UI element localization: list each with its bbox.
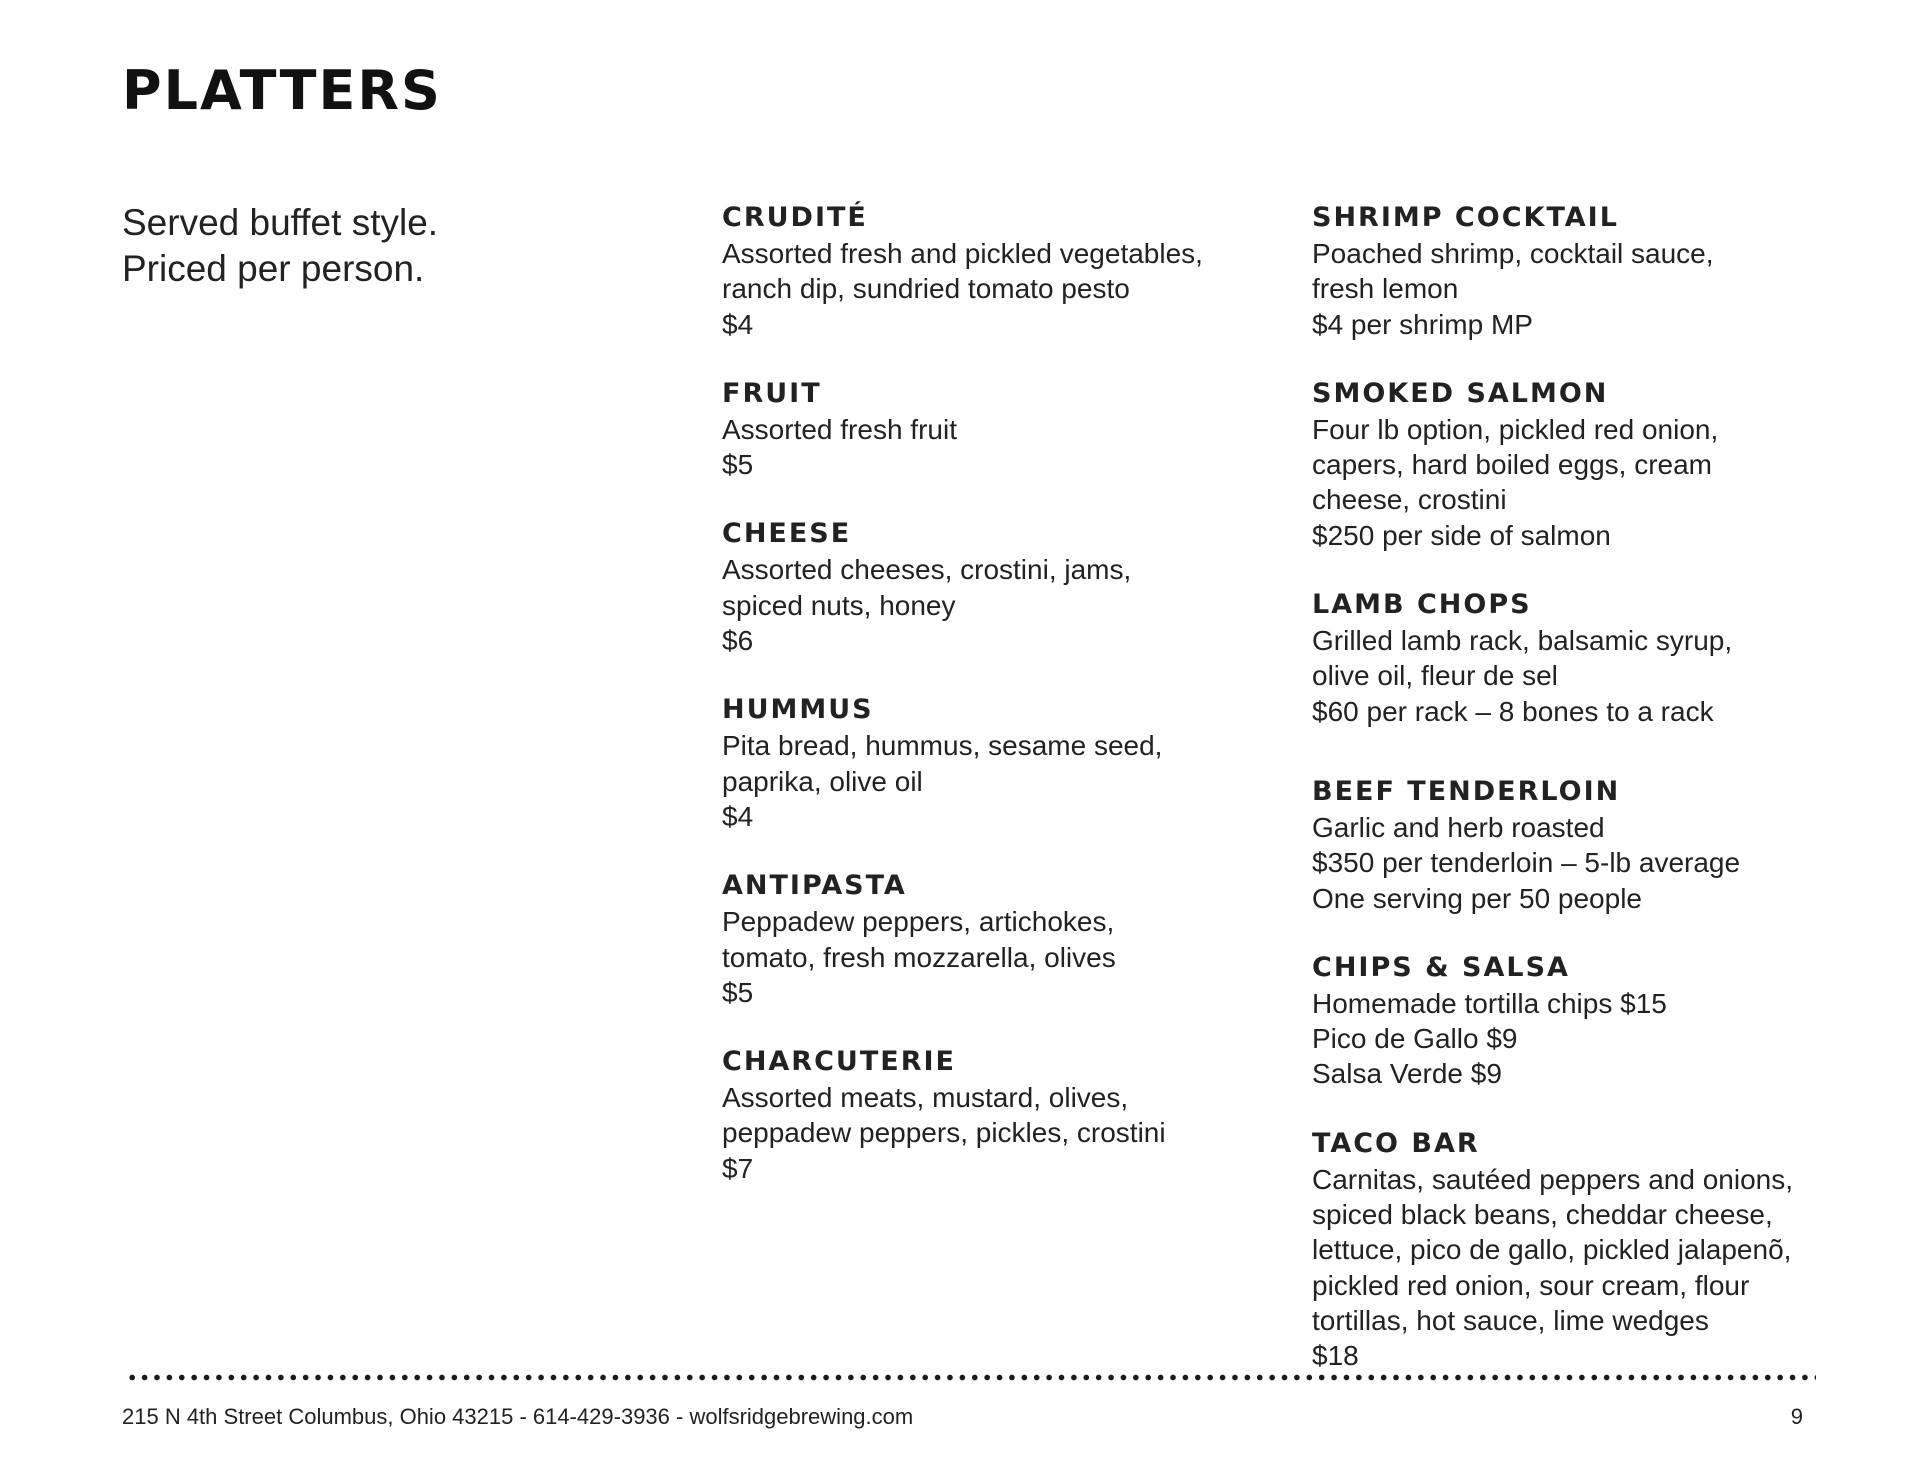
menu-item-name: CHIPS & SALSA [1312, 951, 1570, 983]
page-number: 9 [1790, 1404, 1803, 1429]
menu-item-line: $4 [722, 308, 754, 340]
menu-item-name: LAMB CHOPS [1312, 589, 1532, 621]
menu-item-line: spiced black beans, cheddar cheese, [1312, 1199, 1773, 1231]
menu-item-line: $7 [722, 1152, 754, 1184]
menu-item-line: Grilled lamb rack, balsamic syrup, [1312, 625, 1733, 657]
menu-item-line: Assorted cheeses, crostini, jams, [722, 554, 1132, 586]
menu-item-line: $350 per tenderloin – 5-lb average [1312, 847, 1741, 879]
menu-item-line: lettuce, pico de gallo, pickled jalapenõ, [1312, 1234, 1792, 1266]
menu-column-left [722, 200, 1262, 1186]
menu-item-name: FRUIT [722, 377, 822, 409]
menu-column-right [1312, 200, 1852, 1374]
menu-item [1312, 200, 1852, 342]
menu-item-name: CRUDITÉ [722, 202, 868, 233]
menu-item-line: Assorted fresh and pickled vegetables, [722, 238, 1203, 269]
menu-item-line: capers, hard boiled eggs, cream [1312, 449, 1712, 481]
menu-item-line: Homemade tortilla chips $15 [1312, 987, 1667, 1019]
menu-item [722, 1044, 1262, 1186]
menu-item-line: Poached shrimp, cocktail sauce, [1312, 238, 1714, 269]
intro-line: Served buffet style. [122, 202, 439, 243]
dotted-divider [126, 1374, 1816, 1381]
menu-item-line: $60 per rack – 8 bones to a rack [1312, 695, 1714, 727]
menu-item-name: SHRIMP COCKTAIL [1312, 202, 1619, 233]
menu-item-name: SMOKED SALMON [1312, 377, 1609, 409]
menu-item-name: BEEF TENDERLOIN [1312, 775, 1621, 807]
menu-item [1312, 376, 1852, 553]
menu-item-line: fresh lemon [1312, 273, 1459, 305]
menu-item-line: olive oil, fleur de sel [1312, 660, 1558, 692]
menu-item-line: Pico de Gallo $9 [1312, 1023, 1518, 1055]
menu-item [1312, 774, 1852, 916]
menu-item [722, 200, 1262, 342]
menu-item-line: paprika, olive oil [722, 765, 923, 797]
menu-item-name: ANTIPASTA [722, 870, 907, 902]
menu-item [722, 376, 1262, 483]
page-title: PLATTERS [122, 59, 442, 122]
footer-address: 215 N 4th Street Columbus, Ohio 43215 - 614-429-3936 - wolfsridgebrewing.com [122, 1404, 914, 1429]
menu-item-line: $6 [722, 625, 754, 657]
menu-item-line: tortillas, hot sauce, lime wedges [1312, 1304, 1709, 1336]
menu-item-line: $18 [1312, 1340, 1359, 1372]
menu-item-line: Salsa Verde $9 [1312, 1058, 1502, 1090]
menu-item-name: TACO BAR [1312, 1127, 1480, 1159]
menu-item-line: Peppadew peppers, artichokes, [722, 906, 1115, 938]
menu-item-line: ranch dip, sundried tomato pesto [722, 273, 1130, 305]
menu-item-line: Four lb option, pickled red onion, [1312, 413, 1719, 445]
menu-item-line: $5 [722, 449, 754, 481]
intro-text [122, 200, 438, 292]
menu-item-line: spiced nuts, honey [722, 589, 956, 621]
menu-item-line: $5 [722, 976, 754, 1008]
menu-item-line: peppadew peppers, pickles, crostini [722, 1117, 1166, 1149]
menu-item [722, 868, 1262, 1010]
menu-item-name: CHARCUTERIE [722, 1046, 956, 1078]
menu-item [1312, 1126, 1852, 1374]
menu-item-name: CHEESE [722, 518, 852, 550]
menu-item-line: Carnitas, sautéed peppers and onions, [1312, 1163, 1793, 1195]
menu-item-name: HUMMUS [722, 694, 874, 726]
menu-item-line: Assorted meats, mustard, olives, [722, 1082, 1129, 1114]
menu-item-line: $4 per shrimp MP [1312, 308, 1533, 340]
menu-item-line: Pita bread, hummus, sesame seed, [722, 730, 1163, 762]
menu-item [1312, 950, 1852, 1092]
menu-item [722, 516, 1262, 658]
menu-item-line: pickled red onion, sour cream, flour [1312, 1269, 1750, 1301]
menu-item-line: Garlic and herb roasted [1312, 811, 1605, 843]
menu-item [1312, 587, 1852, 729]
menu-item-line: cheese, crostini [1312, 484, 1507, 516]
menu-item-line: $250 per side of salmon [1312, 519, 1611, 551]
menu-item-line: One serving per 50 people [1312, 882, 1642, 914]
menu-item [722, 692, 1262, 834]
intro-line: Priced per person. [122, 248, 425, 289]
menu-item-line: Assorted fresh fruit [722, 413, 957, 445]
menu-item-line: tomato, fresh mozzarella, olives [722, 941, 1116, 973]
menu-item-line: $4 [722, 800, 754, 832]
